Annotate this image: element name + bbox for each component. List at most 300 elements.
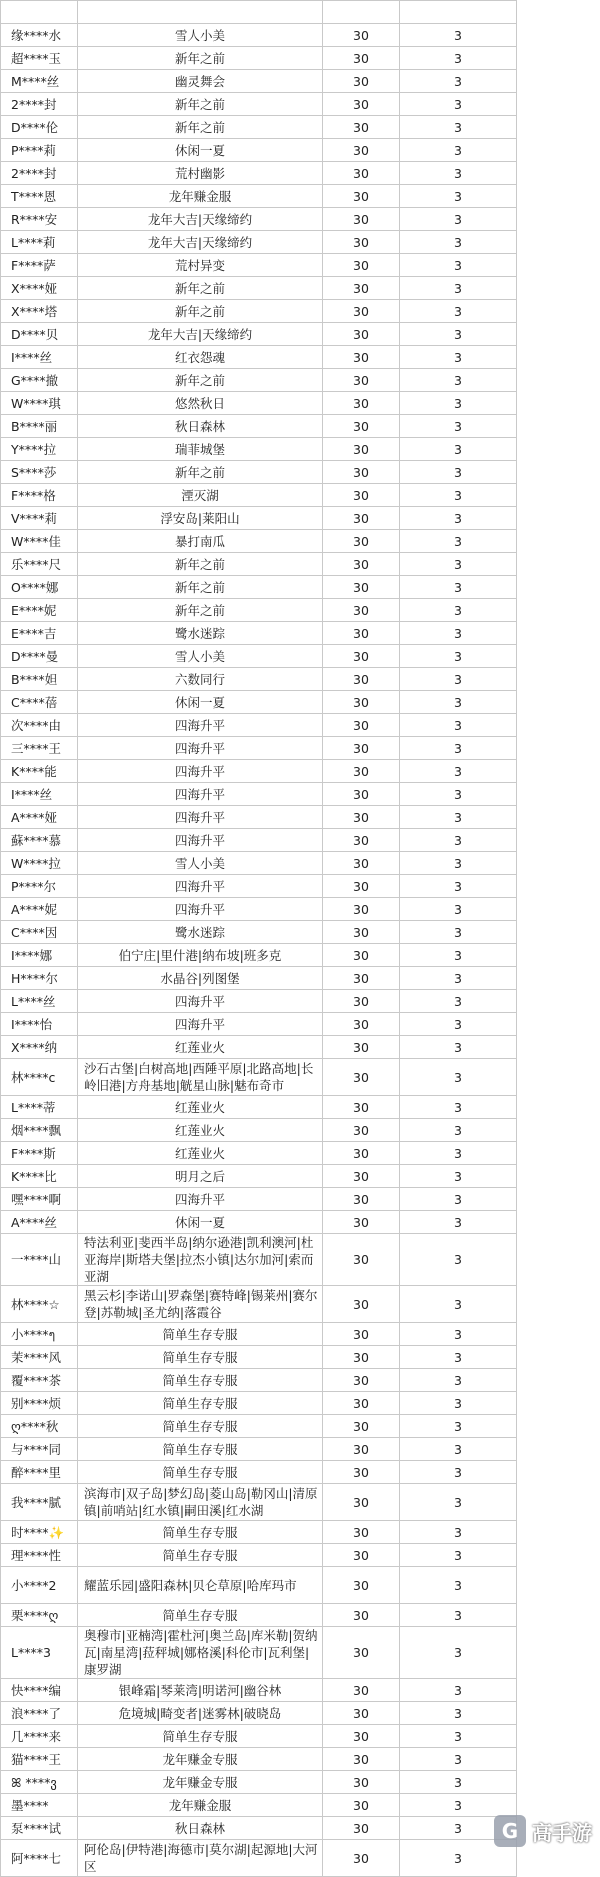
player-name-cell: 时****✨: [1, 1521, 78, 1544]
value-cell: 30: [323, 1346, 400, 1369]
player-name-cell: I****怡: [1, 1013, 78, 1036]
server-cell: 奥穆市|亚楠湾|霍杜河|奥兰岛|库米勒|贺纳瓦|南星湾|菈秤城|娜格溪|科伦市|瓦利堡|康罗湖: [78, 1627, 323, 1679]
value-cell: 30: [323, 300, 400, 323]
player-name-cell: 我****腻: [1, 1484, 78, 1521]
server-cell: 特法利亚|斐西半岛|纳尔逊港|凯利澳河|杜亚海岸|斯塔夫堡|拉杰小镇|达尔加河|索而亚湖: [78, 1234, 323, 1286]
server-cell: 明月之后: [78, 1165, 323, 1188]
table-row: [1, 990, 517, 1013]
server-cell: 新年之前: [78, 553, 323, 576]
server-cell: 四海升平: [78, 760, 323, 783]
server-cell: 滨海市|双子岛|梦幻岛|菱山岛|勒冈山|清原镇|前哨站|红水镇|嗣田溪|红水湖: [78, 1484, 323, 1521]
server-cell: 雪人小美: [78, 24, 323, 47]
count-cell: 3: [400, 1323, 517, 1346]
player-name-cell: [1, 1, 78, 24]
value-cell: 30: [323, 806, 400, 829]
count-cell: 3: [400, 875, 517, 898]
count-cell: 3: [400, 1013, 517, 1036]
server-cell: 四海升平: [78, 875, 323, 898]
player-name-cell: P****莉: [1, 139, 78, 162]
count-cell: 3: [400, 1369, 517, 1392]
table-row: [1, 852, 517, 875]
server-cell: 简单生存专服: [78, 1461, 323, 1484]
table-row: [1, 967, 517, 990]
server-cell: 银峰霜|琴莱湾|明诺河|幽谷林: [78, 1679, 323, 1702]
player-name-cell: A****丝: [1, 1211, 78, 1234]
table-row: [1, 1, 517, 24]
count-cell: 3: [400, 70, 517, 93]
table-row: [1, 1627, 517, 1679]
table-row: [1, 1521, 517, 1544]
table-row: [1, 93, 517, 116]
count-cell: 3: [400, 1211, 517, 1234]
value-cell: 30: [323, 484, 400, 507]
server-cell: 秋日森林: [78, 1817, 323, 1840]
player-name-cell: 次****由: [1, 714, 78, 737]
server-cell: 四海升平: [78, 898, 323, 921]
table-row: [1, 829, 517, 852]
table-row: [1, 1461, 517, 1484]
table-row: [1, 438, 517, 461]
table-row: [1, 875, 517, 898]
player-name-cell: 茉****风: [1, 1346, 78, 1369]
value-cell: 30: [323, 461, 400, 484]
value-cell: 30: [323, 185, 400, 208]
watermark-logo-icon: G: [494, 1815, 526, 1847]
server-cell: 水晶谷|列图堡: [78, 967, 323, 990]
value-cell: 30: [323, 1096, 400, 1119]
player-name-cell: 乐****尺: [1, 553, 78, 576]
count-cell: [400, 1, 517, 24]
table-row: [1, 553, 517, 576]
player-name-cell: 浪****了: [1, 1702, 78, 1725]
player-name-cell: 泵****试: [1, 1817, 78, 1840]
player-name-cell: M****丝: [1, 70, 78, 93]
server-cell: 龙年赚金专服: [78, 1748, 323, 1771]
count-cell: 3: [400, 1165, 517, 1188]
server-cell: 四海升平: [78, 806, 323, 829]
server-cell: 黑云杉|李诺山|罗森堡|赛特峰|锡莱州|赛尔登|苏勒城|圣尤纳|落霞谷: [78, 1286, 323, 1323]
server-cell: 简单生存专服: [78, 1392, 323, 1415]
server-cell: 龙年大吉|天缘缔约: [78, 231, 323, 254]
count-cell: 3: [400, 806, 517, 829]
value-cell: 30: [323, 254, 400, 277]
player-name-cell: 2****封: [1, 93, 78, 116]
table-row: [1, 1369, 517, 1392]
count-cell: 3: [400, 438, 517, 461]
table-row: [1, 1059, 517, 1096]
count-cell: 3: [400, 1438, 517, 1461]
count-cell: 3: [400, 714, 517, 737]
table-row: [1, 507, 517, 530]
count-cell: 3: [400, 185, 517, 208]
player-name-cell: F****斯: [1, 1142, 78, 1165]
count-cell: 3: [400, 415, 517, 438]
table-row: [1, 162, 517, 185]
value-cell: 30: [323, 1369, 400, 1392]
player-name-cell: R****安: [1, 208, 78, 231]
value-cell: 30: [323, 47, 400, 70]
value-cell: 30: [323, 852, 400, 875]
table-row: [1, 1142, 517, 1165]
value-cell: 30: [323, 668, 400, 691]
value-cell: 30: [323, 1461, 400, 1484]
value-cell: 30: [323, 576, 400, 599]
server-cell: 红莲业火: [78, 1096, 323, 1119]
server-cell: 鹭水迷踪: [78, 921, 323, 944]
player-name-cell: 嘿****啊: [1, 1188, 78, 1211]
player-name-cell: B****丽: [1, 415, 78, 438]
server-cell: 四海升平: [78, 1013, 323, 1036]
value-cell: 30: [323, 24, 400, 47]
player-name-cell: L****丝: [1, 990, 78, 1013]
count-cell: 3: [400, 530, 517, 553]
table-row: [1, 70, 517, 93]
value-cell: 30: [323, 1484, 400, 1521]
server-cell: 龙年赚金服: [78, 1794, 323, 1817]
server-cell: 悠然秋日: [78, 392, 323, 415]
player-name-cell: W****佳: [1, 530, 78, 553]
count-cell: 3: [400, 1392, 517, 1415]
table-row: [1, 921, 517, 944]
player-name-cell: 理****性: [1, 1544, 78, 1567]
value-cell: 30: [323, 1211, 400, 1234]
table-row: [1, 1392, 517, 1415]
player-name-cell: B****妲: [1, 668, 78, 691]
value-cell: 30: [323, 622, 400, 645]
server-cell: 四海升平: [78, 990, 323, 1013]
table-row: [1, 461, 517, 484]
value-cell: 30: [323, 1392, 400, 1415]
table-row: [1, 369, 517, 392]
value-cell: 30: [323, 875, 400, 898]
count-cell: 3: [400, 1567, 517, 1604]
count-cell: 3: [400, 346, 517, 369]
table-row: [1, 1771, 517, 1794]
table-row: [1, 737, 517, 760]
player-name-cell: T****恩: [1, 185, 78, 208]
value-cell: 30: [323, 1013, 400, 1036]
player-name-cell: P****尔: [1, 875, 78, 898]
count-cell: 3: [400, 300, 517, 323]
table-row: [1, 1679, 517, 1702]
count-cell: 3: [400, 852, 517, 875]
table-row: [1, 1036, 517, 1059]
value-cell: 30: [323, 783, 400, 806]
player-name-cell: 覆****茶: [1, 1369, 78, 1392]
player-name-cell: 与****同: [1, 1438, 78, 1461]
player-name-cell: 别****烦: [1, 1392, 78, 1415]
server-cell: 简单生存专服: [78, 1346, 323, 1369]
table-row: [1, 1817, 517, 1840]
table-row: [1, 254, 517, 277]
value-cell: 30: [323, 323, 400, 346]
player-name-cell: H****尔: [1, 967, 78, 990]
server-cell: 浮安岛|莱阳山: [78, 507, 323, 530]
player-name-cell: D****贝: [1, 323, 78, 346]
count-cell: 3: [400, 392, 517, 415]
player-name-cell: S****莎: [1, 461, 78, 484]
count-cell: 3: [400, 116, 517, 139]
count-cell: 3: [400, 277, 517, 300]
server-cell: 湮灭湖: [78, 484, 323, 507]
table-row: [1, 783, 517, 806]
count-cell: 3: [400, 1840, 517, 1877]
value-cell: 30: [323, 1840, 400, 1877]
server-cell: 简单生存专服: [78, 1725, 323, 1748]
table-row: [1, 116, 517, 139]
count-cell: 3: [400, 576, 517, 599]
table-row: [1, 47, 517, 70]
player-name-cell: V****莉: [1, 507, 78, 530]
player-name-cell: Y****拉: [1, 438, 78, 461]
server-cell: 四海升平: [78, 783, 323, 806]
table-row: [1, 691, 517, 714]
count-cell: 3: [400, 1461, 517, 1484]
player-name-cell: 醉****里: [1, 1461, 78, 1484]
table-row: [1, 760, 517, 783]
count-cell: 3: [400, 645, 517, 668]
player-name-cell: L****3: [1, 1627, 78, 1679]
value-cell: 30: [323, 714, 400, 737]
table-row: [1, 1188, 517, 1211]
value-cell: 30: [323, 1748, 400, 1771]
value-cell: 30: [323, 1771, 400, 1794]
table-row: [1, 1604, 517, 1627]
value-cell: 30: [323, 898, 400, 921]
value-cell: 30: [323, 645, 400, 668]
server-cell: [78, 1, 323, 24]
value-cell: 30: [323, 921, 400, 944]
player-name-cell: 几****来: [1, 1725, 78, 1748]
player-name-cell: 猫****王: [1, 1748, 78, 1771]
server-cell: 瑞菲城堡: [78, 438, 323, 461]
value-cell: 30: [323, 829, 400, 852]
value-cell: 30: [323, 162, 400, 185]
server-cell: 新年之前: [78, 116, 323, 139]
table-row: [1, 622, 517, 645]
server-cell: 红衣怨魂: [78, 346, 323, 369]
player-name-cell: F****格: [1, 484, 78, 507]
server-cell: 简单生存专服: [78, 1521, 323, 1544]
count-cell: 3: [400, 1604, 517, 1627]
value-cell: 30: [323, 1817, 400, 1840]
count-cell: 3: [400, 1286, 517, 1323]
count-cell: 3: [400, 1036, 517, 1059]
count-cell: 3: [400, 1627, 517, 1679]
count-cell: 3: [400, 1748, 517, 1771]
value-cell: 30: [323, 438, 400, 461]
count-cell: 3: [400, 47, 517, 70]
table-row: [1, 1346, 517, 1369]
table-row: [1, 1748, 517, 1771]
player-name-cell: O****娜: [1, 576, 78, 599]
value-cell: 30: [323, 599, 400, 622]
table-row: [1, 645, 517, 668]
table-row: [1, 1702, 517, 1725]
value-cell: 30: [323, 93, 400, 116]
table-row: [1, 898, 517, 921]
value-cell: 30: [323, 392, 400, 415]
value-cell: 30: [323, 737, 400, 760]
player-name-cell: 小****ๆ: [1, 1323, 78, 1346]
value-cell: 30: [323, 1188, 400, 1211]
server-cell: 新年之前: [78, 369, 323, 392]
count-cell: 3: [400, 1771, 517, 1794]
server-cell: 危境城|畸变者|迷雾林|破晓岛: [78, 1702, 323, 1725]
table-row: [1, 1725, 517, 1748]
server-cell: 休闲一夏: [78, 1211, 323, 1234]
server-cell: 红莲业火: [78, 1036, 323, 1059]
value-cell: 30: [323, 1544, 400, 1567]
value-cell: 30: [323, 1702, 400, 1725]
count-cell: 3: [400, 323, 517, 346]
server-cell: 红莲业火: [78, 1119, 323, 1142]
server-cell: 雪人小美: [78, 645, 323, 668]
player-name-cell: ꕤ ****ვ: [1, 1771, 78, 1794]
player-name-cell: W****拉: [1, 852, 78, 875]
value-cell: 30: [323, 1119, 400, 1142]
count-cell: 3: [400, 507, 517, 530]
table-row: [1, 944, 517, 967]
value-cell: 30: [323, 1059, 400, 1096]
server-cell: 耀蓝乐园|盛阳森林|贝仑草原|哈库玛市: [78, 1567, 323, 1604]
player-name-cell: E****妮: [1, 599, 78, 622]
value-cell: 30: [323, 346, 400, 369]
count-cell: 3: [400, 1346, 517, 1369]
player-name-cell: W****琪: [1, 392, 78, 415]
value-cell: 30: [323, 1323, 400, 1346]
player-name-cell: 超****玉: [1, 47, 78, 70]
server-cell: 沙石古堡|白树高地|西陲平原|北路高地|长岭旧港|方舟基地|觥星山脉|魅布奇市: [78, 1059, 323, 1096]
count-cell: 3: [400, 1794, 517, 1817]
server-cell: 龙年大吉|天缘缔约: [78, 323, 323, 346]
table-row: [1, 392, 517, 415]
table-row: [1, 415, 517, 438]
player-name-cell: 三****王: [1, 737, 78, 760]
table-row: [1, 1323, 517, 1346]
server-cell: 幽灵舞会: [78, 70, 323, 93]
value-cell: 30: [323, 139, 400, 162]
count-cell: 3: [400, 1234, 517, 1286]
table-row: [1, 300, 517, 323]
table-row: [1, 208, 517, 231]
player-name-cell: A****娅: [1, 806, 78, 829]
count-cell: 3: [400, 622, 517, 645]
server-cell: 四海升平: [78, 714, 323, 737]
table-row: [1, 668, 517, 691]
count-cell: 3: [400, 898, 517, 921]
table-row: [1, 1544, 517, 1567]
value-cell: 30: [323, 277, 400, 300]
table-row: [1, 1794, 517, 1817]
table-row: [1, 806, 517, 829]
player-name-cell: 蘇****慕: [1, 829, 78, 852]
watermark: [494, 1815, 592, 1847]
value-cell: 30: [323, 944, 400, 967]
player-name-cell: L****蒂: [1, 1096, 78, 1119]
count-cell: 3: [400, 139, 517, 162]
player-name-cell: F****萨: [1, 254, 78, 277]
count-cell: 3: [400, 967, 517, 990]
server-cell: 休闲一夏: [78, 691, 323, 714]
table-row: [1, 1096, 517, 1119]
server-cell: 秋日森林: [78, 415, 323, 438]
count-cell: 3: [400, 1521, 517, 1544]
table-row: [1, 1234, 517, 1286]
value-cell: 30: [323, 369, 400, 392]
value-cell: 30: [323, 1142, 400, 1165]
player-name-cell: 阿****七: [1, 1840, 78, 1877]
count-cell: 3: [400, 1817, 517, 1840]
count-cell: 3: [400, 668, 517, 691]
server-cell: 新年之前: [78, 576, 323, 599]
player-name-cell: G****撤: [1, 369, 78, 392]
value-cell: 30: [323, 967, 400, 990]
server-cell: 阿伦岛|伊特港|海德市|莫尔湖|起源地|大河区: [78, 1840, 323, 1877]
value-cell: 30: [323, 760, 400, 783]
value-cell: [323, 1, 400, 24]
server-cell: 荒村异变: [78, 254, 323, 277]
value-cell: 30: [323, 1521, 400, 1544]
table-row: [1, 599, 517, 622]
count-cell: 3: [400, 1142, 517, 1165]
count-cell: 3: [400, 1725, 517, 1748]
count-cell: 3: [400, 1484, 517, 1521]
server-cell: 龙年赚金服: [78, 185, 323, 208]
count-cell: 3: [400, 553, 517, 576]
value-cell: 30: [323, 1627, 400, 1679]
player-name-cell: X****塔: [1, 300, 78, 323]
count-cell: 3: [400, 921, 517, 944]
server-cell: 红莲业火: [78, 1142, 323, 1165]
table-row: [1, 1165, 517, 1188]
count-cell: 3: [400, 990, 517, 1013]
table-row: [1, 530, 517, 553]
player-name-cell: E****吉: [1, 622, 78, 645]
server-cell: 四海升平: [78, 829, 323, 852]
server-cell: 简单生存专服: [78, 1415, 323, 1438]
player-name-cell: K****比: [1, 1165, 78, 1188]
value-cell: 30: [323, 1036, 400, 1059]
table-row: [1, 231, 517, 254]
table-row: [1, 714, 517, 737]
value-cell: 30: [323, 1286, 400, 1323]
server-cell: 龙年大吉|天缘缔约: [78, 208, 323, 231]
server-cell: 简单生存专服: [78, 1604, 323, 1627]
server-cell: 新年之前: [78, 599, 323, 622]
table-row: [1, 1438, 517, 1461]
server-cell: 新年之前: [78, 277, 323, 300]
player-name-cell: 小****2: [1, 1567, 78, 1604]
value-cell: 30: [323, 208, 400, 231]
player-name-cell: 栗****ღ: [1, 1604, 78, 1627]
count-cell: 3: [400, 944, 517, 967]
player-name-cell: X****娅: [1, 277, 78, 300]
count-cell: 3: [400, 1544, 517, 1567]
count-cell: 3: [400, 208, 517, 231]
player-name-cell: I****丝: [1, 783, 78, 806]
player-name-cell: A****妮: [1, 898, 78, 921]
player-name-cell: 烟****飘: [1, 1119, 78, 1142]
server-cell: 暴打南瓜: [78, 530, 323, 553]
server-cell: 新年之前: [78, 47, 323, 70]
value-cell: 30: [323, 691, 400, 714]
table-row: [1, 346, 517, 369]
watermark-text: 高手游: [532, 1820, 592, 1845]
server-cell: 龙年赚金专服: [78, 1771, 323, 1794]
player-name-cell: C****蓓: [1, 691, 78, 714]
table-row: [1, 24, 517, 47]
